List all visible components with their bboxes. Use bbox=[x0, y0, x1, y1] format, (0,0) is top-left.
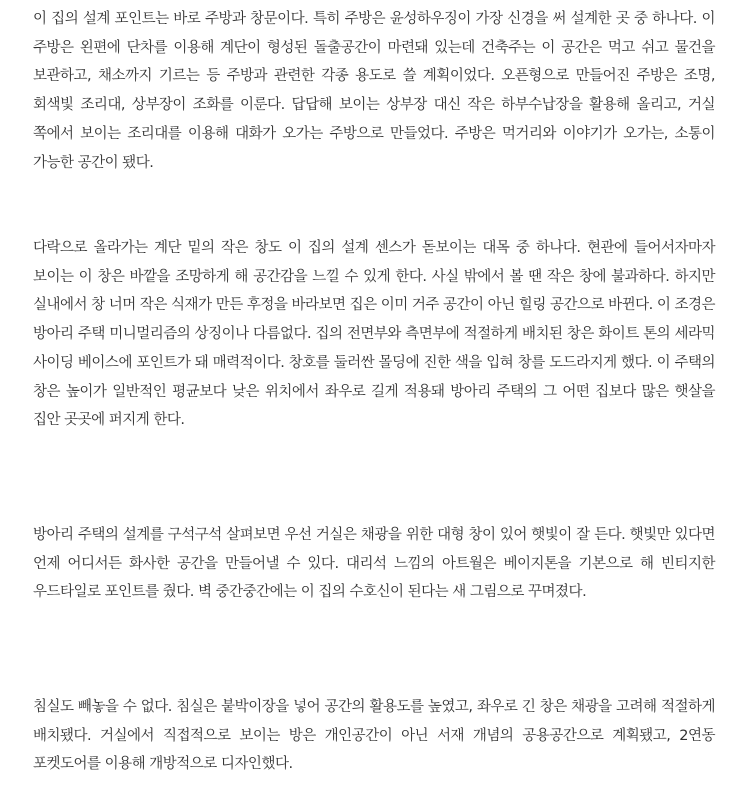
paragraph-living-room: 방아리 주택의 설계를 구석구석 살펴보면 우선 거실은 채광을 위한 대형 창이 있어 햇빛이 잘 든다. 햇빛만 있다면 언제 어디서든 화사한 공간을 만들어낼 수 있다. 대리석 느낌의 아트월은 베이지톤을 기본으로 해 빈티지한 우드타일로 포인트를 줬다. 벽 중간중간에는 이 집의 수호신이 된다는 새 그림으로 꾸며졌다. bbox=[33, 527, 715, 601]
paragraph-bedroom: 침실도 빼놓을 수 없다. 침실은 붙박이장을 넣어 공간의 활용도를 높였고, 좌우로 긴 창은 채광을 고려해 적절하게 배치됐다. 거실에서 직접적으로 보이는 방은 개인공간이 아닌 서재 개념의 공용공간으로 계획됐고, 2연동 포켓도어를 이용해 개방적으로 디자인했다. bbox=[33, 699, 715, 773]
paragraph-kitchen: 이 집의 설계 포인트는 바로 주방과 창문이다. 특히 주방은 윤성하우징이 가장 신경을 써 설계한 곳 중 하나다. 이 주방은 왼편에 단차를 이용해 계단이 형성된 돌출공간이 마련돼 있는데 건축주는 이 공간은 먹고 쉬고 물건을 보관하고, 채소까지 기르는 등 주방과 관련한 각종 용도로 쓸 계획이었다. 오픈형으로 만들어진 주방은 조명, 회색빛 조리대, 상부장이 조화를 이룬다. 답답해 보이는 상부장 대신 작은 하부수납장을 활용해 올리고, 거실 쪽에서 보이는 조리대를 이용해 대화가 오가는 주방으로 만들었다. 주방은 먹거리와 이야기가 오가는, 소통이 가능한 공간이 됐다. bbox=[33, 11, 715, 171]
paragraph-window: 다락으로 올라가는 계단 밑의 작은 창도 이 집의 설계 센스가 돋보이는 대목 중 하나다. 현관에 들어서자마자 보이는 이 창은 바깥을 조망하게 해 공간감을 느낄 수 있게 한다. 사실 밖에서 볼 땐 작은 창에 불과하다. 하지만 실내에서 창 너머 작은 식재가 만든 후정을 바라보면 집은 이미 거주 공간이 아닌 힐링 공간으로 바뀐다. 이 조경은 방아리 주택 미니멀리즘의 상징이나 다름없다. 집의 전면부와 측면부에 적절하게 배치된 창은 화이트 톤의 세라믹 사이딩 베이스에 포인트가 돼 매력적이다. 창호를 둘러싼 몰딩에 진한 색을 입혀 창를 도드라지게 했다. 이 주택의 창은 높이가 일반적인 평균보다 낮은 위치에서 좌우로 길게 적용돼 방아리 주택의 그 어떤 집보다 많은 햇살을 집안 곳곳에 퍼지게 한다. bbox=[33, 240, 715, 429]
